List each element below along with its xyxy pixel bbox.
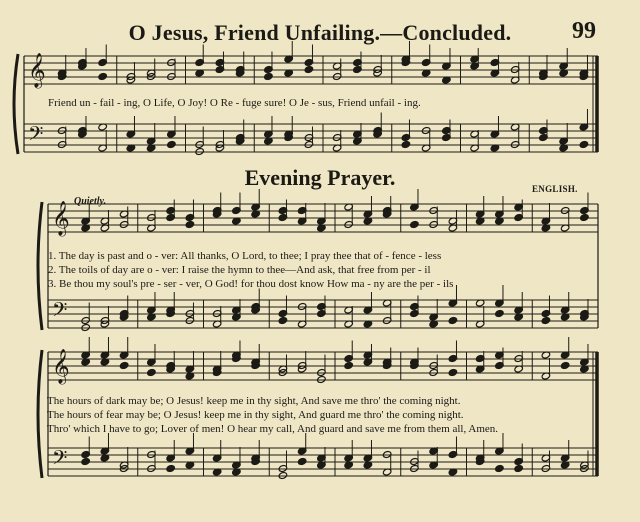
verse-2-line-2: The hours of fear may be; O Jesus! keep me in thy sight, And guard me thro' the coming night.	[47, 409, 464, 421]
system-two-treble-note	[560, 362, 569, 370]
system-two-bass-note	[514, 465, 523, 473]
continued-lyric-line: Friend un - fail - ing, O Life, O Joy! O Re - fuge sure! O Je - sus, Friend unfail - ing.	[48, 97, 421, 109]
page-number: 99	[572, 18, 596, 44]
verse-1-line-2: The hours of dark may be; O Jesus! keep me in thy sight, And save me thro' the coming night.	[47, 395, 461, 407]
tempo-marking: Quietly.	[74, 196, 107, 207]
continued-hymn-title: O Jesus, Friend Unfailing.—Concluded.	[128, 20, 512, 45]
system-continued-treble-note	[264, 73, 273, 81]
system-two-bass-note	[297, 458, 306, 466]
hymn-title: Evening Prayer.	[244, 165, 396, 190]
verse-3-line-2: Thro' which I have to go; Lover of men! O hear my call, And guard and save me from them all, Amen.	[47, 423, 499, 435]
system-continued-treble-clef: 𝄞	[28, 53, 46, 88]
system-one-treble-note	[580, 214, 589, 222]
system-two-bass-note	[495, 465, 504, 473]
system-one-bass-note	[448, 317, 457, 325]
system-two-bass-note	[166, 465, 175, 473]
system-continued-treble-note	[98, 73, 107, 81]
system-two-bass-note	[81, 458, 90, 466]
verse-2-line-1: 2. The toils of day are o - ver: I raise the hymn to thee—And ask, that free from per - il	[48, 264, 431, 276]
system-continued-brace	[14, 54, 18, 154]
system-two-treble-clef: 𝄞	[52, 349, 70, 384]
system-one-bass-clef: 𝄢	[52, 298, 68, 326]
system-two-bass-clef: 𝄢	[52, 446, 68, 474]
tune-attribution: ENGLISH.	[532, 184, 578, 194]
system-two-treble-note	[119, 362, 128, 370]
system-two-treble-note	[147, 369, 156, 377]
system-continued-treble-note	[304, 66, 313, 74]
verse-1-line-1: 1. The day is past and o - ver: All thanks, O Lord, to thee; I pray thee that of - fence - less	[48, 250, 442, 262]
system-one-bass-note	[278, 317, 287, 325]
verse-3-line-1: 3. Be thou my soul's pre - ser - ver, O God! for thou dost know How ma - ny are the per - ils	[48, 278, 454, 290]
system-one-treble-note	[410, 221, 419, 229]
system-one-bass-note	[495, 310, 504, 318]
system-continued-bass-note	[579, 141, 588, 149]
system-continued-bass-note	[167, 141, 176, 149]
system-two-brace	[38, 350, 42, 478]
system-one-treble-clef: 𝄞	[52, 201, 70, 236]
system-two-treble-note	[344, 362, 353, 370]
system-one-bass-note	[541, 317, 550, 325]
system-two-treble-note	[448, 369, 457, 377]
system-one-brace	[38, 202, 42, 330]
system-one-treble-note	[185, 221, 194, 229]
system-continued-bass-note	[401, 141, 410, 149]
system-continued-bass-clef: 𝄢	[28, 122, 44, 150]
